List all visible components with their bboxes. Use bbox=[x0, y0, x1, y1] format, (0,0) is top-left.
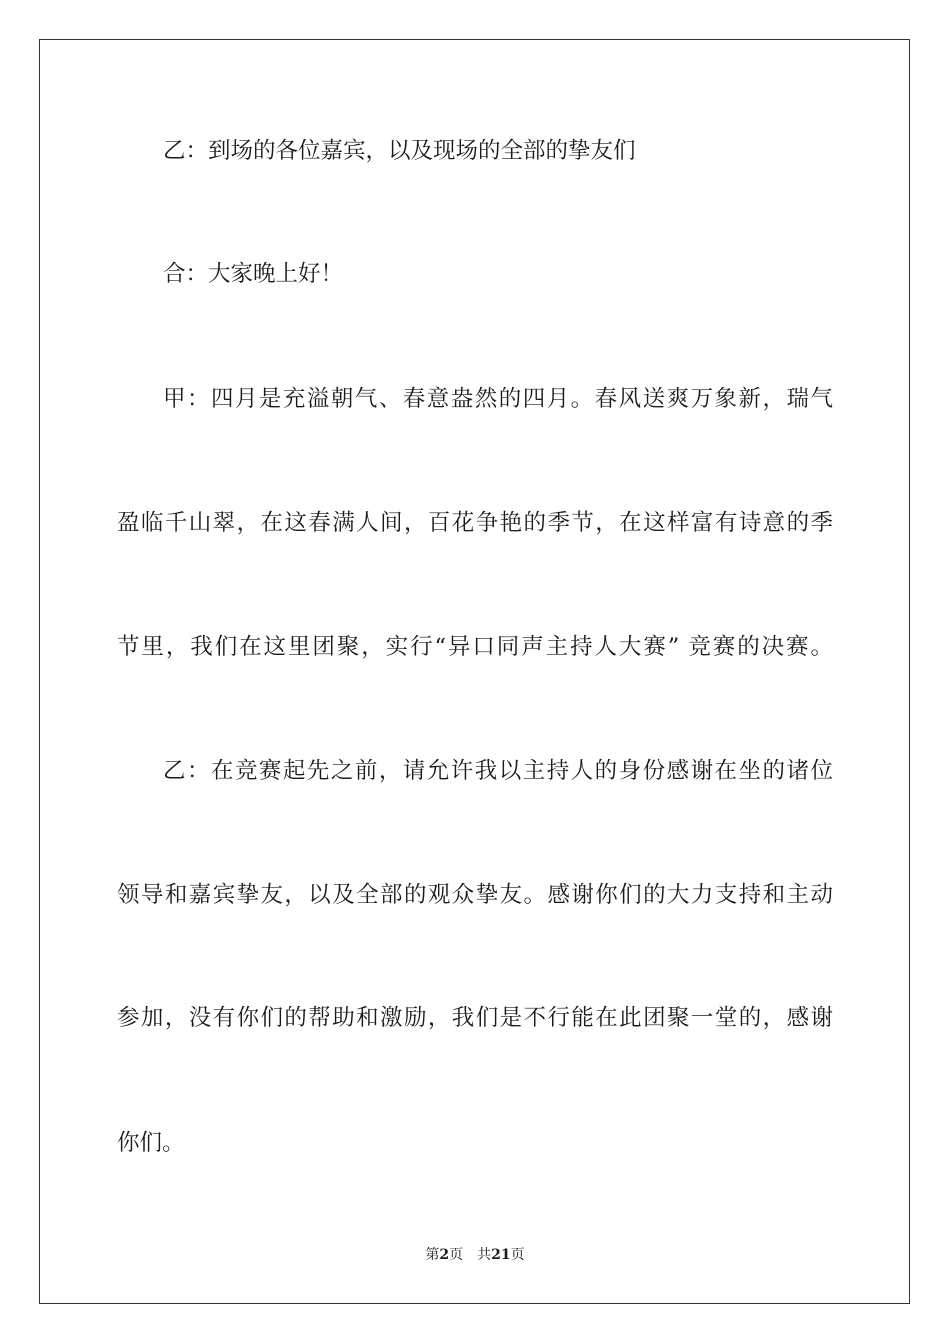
paragraph-line: 盈临千山翠，在这春满人间，百花争艳的季节，在这样富有诗意的季 bbox=[117, 510, 833, 536]
page-number: 2 bbox=[439, 1247, 450, 1263]
page-border bbox=[39, 39, 910, 1304]
paragraph-line: 乙：在竞赛起先之前，请允许我以主持人的身份感谢在坐的诸位 bbox=[163, 758, 833, 784]
paragraph-line: 甲：四月是充溢朝气、春意盎然的四月。春风送爽万象新，瑞气 bbox=[163, 386, 833, 412]
page-prefix: 第 bbox=[425, 1247, 440, 1263]
page-suffix: 页 bbox=[449, 1247, 464, 1263]
page-footer bbox=[0, 1245, 950, 1265]
paragraph-line: 乙：到场的各位嘉宾，以及现场的全部的挚友们 bbox=[163, 138, 636, 164]
total-pages: 21 bbox=[491, 1247, 511, 1263]
paragraph-line: 领导和嘉宾挚友，以及全部的观众挚友。感谢你们的大力支持和主动 bbox=[117, 882, 833, 908]
paragraph-line: 节里，我们在这里团聚，实行“异口同声主持人大赛” 竞赛的决赛。 bbox=[117, 634, 833, 660]
paragraph-line: 参加，没有你们的帮助和激励，我们是不行能在此团聚一堂的，感谢 bbox=[117, 1005, 833, 1031]
total-prefix: 共 bbox=[477, 1247, 492, 1263]
paragraph-line: 合：大家晚上好！ bbox=[163, 261, 344, 287]
paragraph-line: 你们。 bbox=[117, 1130, 185, 1156]
total-suffix: 页 bbox=[510, 1247, 525, 1263]
